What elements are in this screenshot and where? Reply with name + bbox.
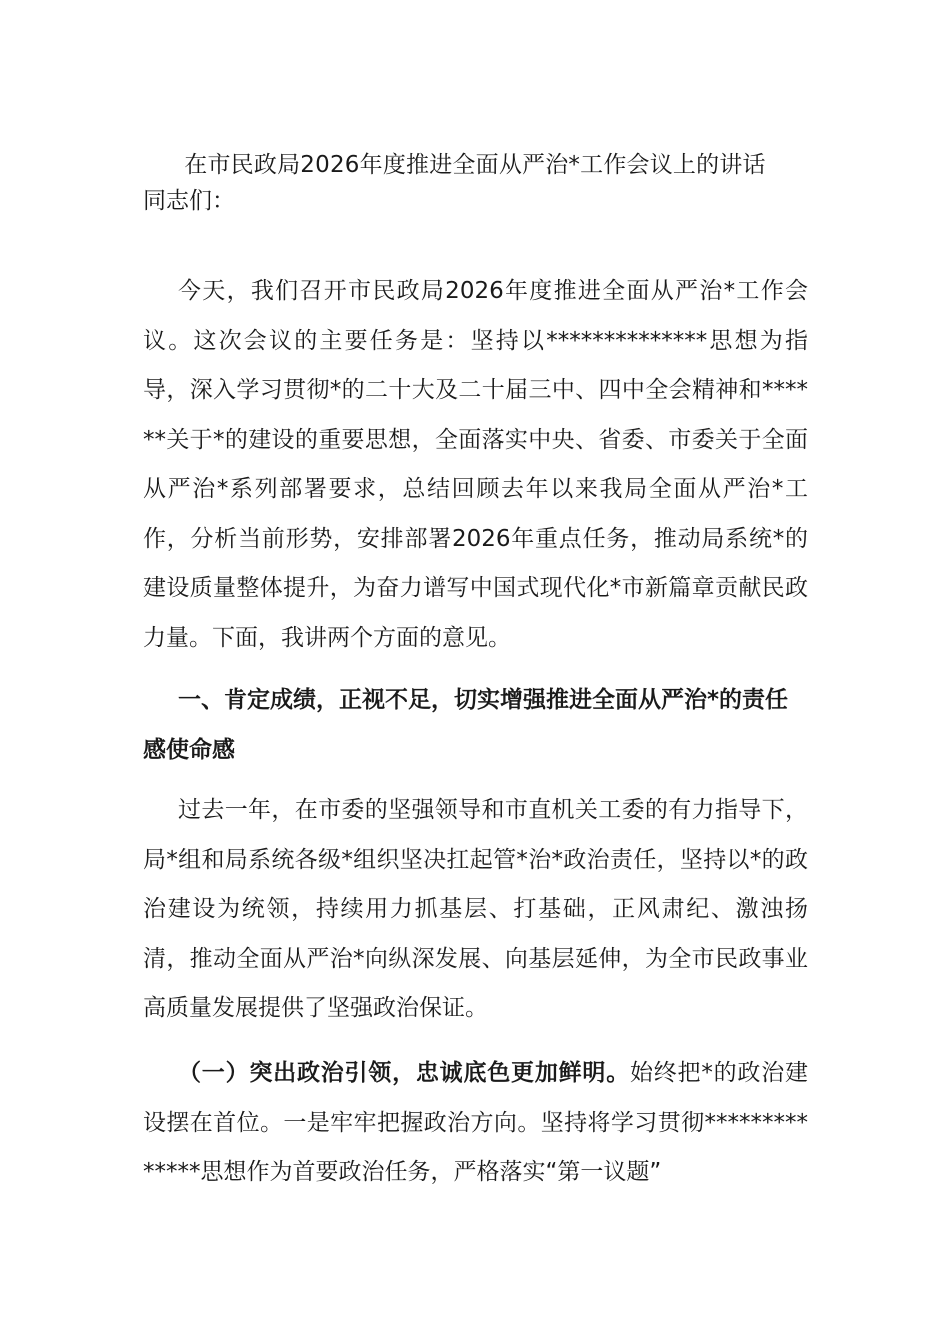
paragraph-subsection-1 bbox=[143, 1049, 808, 1198]
salutation: 同志们： bbox=[143, 188, 235, 214]
paragraph-review: 过去一年，在市委的坚强领导和市直机关工委的有力指导下，局*组和局系统各级*组织坚决扛起管*治*政治责任，坚持以*的政治建设为统领，持续用力抓基层、打基础，正风肃纪、激浊扬清，推动全面从严治*向纵深发展、向基层延伸，为全市民政事业高质量发展提供了坚强政治保证。 bbox=[143, 797, 808, 1021]
paragraph-opening: 今天，我们召开市民政局2026年度推进全面从严治*工作会议。这次会议的主要任务是：坚持以**************思想为指导，深入学习贯彻*的二十大及二十届三中、四中全会精神和******关于*的建设的重要思想，全面落实中央、省委、市委关于全面从严治*系列部署要求，总结回顾去年以来我局全面从严治*工作，分析当前形势，安排部署2026年重点任务，推动局系统*的建设质量整体提升，为奋力谱写中国式现代化*市新篇章贡献民政力量。下面，我讲两个方面的意见。 bbox=[143, 278, 808, 651]
subsection-1-text: 始终把*的政治建设摆在首位。一是牢牢把握政治方向。坚持将学习贯彻**************思想作为首要政治任务，严格落实“第一议题” bbox=[143, 1060, 809, 1185]
subsection-1-lead: （一）突出政治引领，忠诚底色更加鲜明。 bbox=[178, 1060, 630, 1086]
section-heading-1: 一、肯定成绩，正视不足，切实增强推进全面从严治*的责任感使命感 bbox=[143, 687, 789, 763]
document-title: 在市民政局2026年度推进全面从严治*工作会议上的讲话 bbox=[184, 152, 766, 178]
